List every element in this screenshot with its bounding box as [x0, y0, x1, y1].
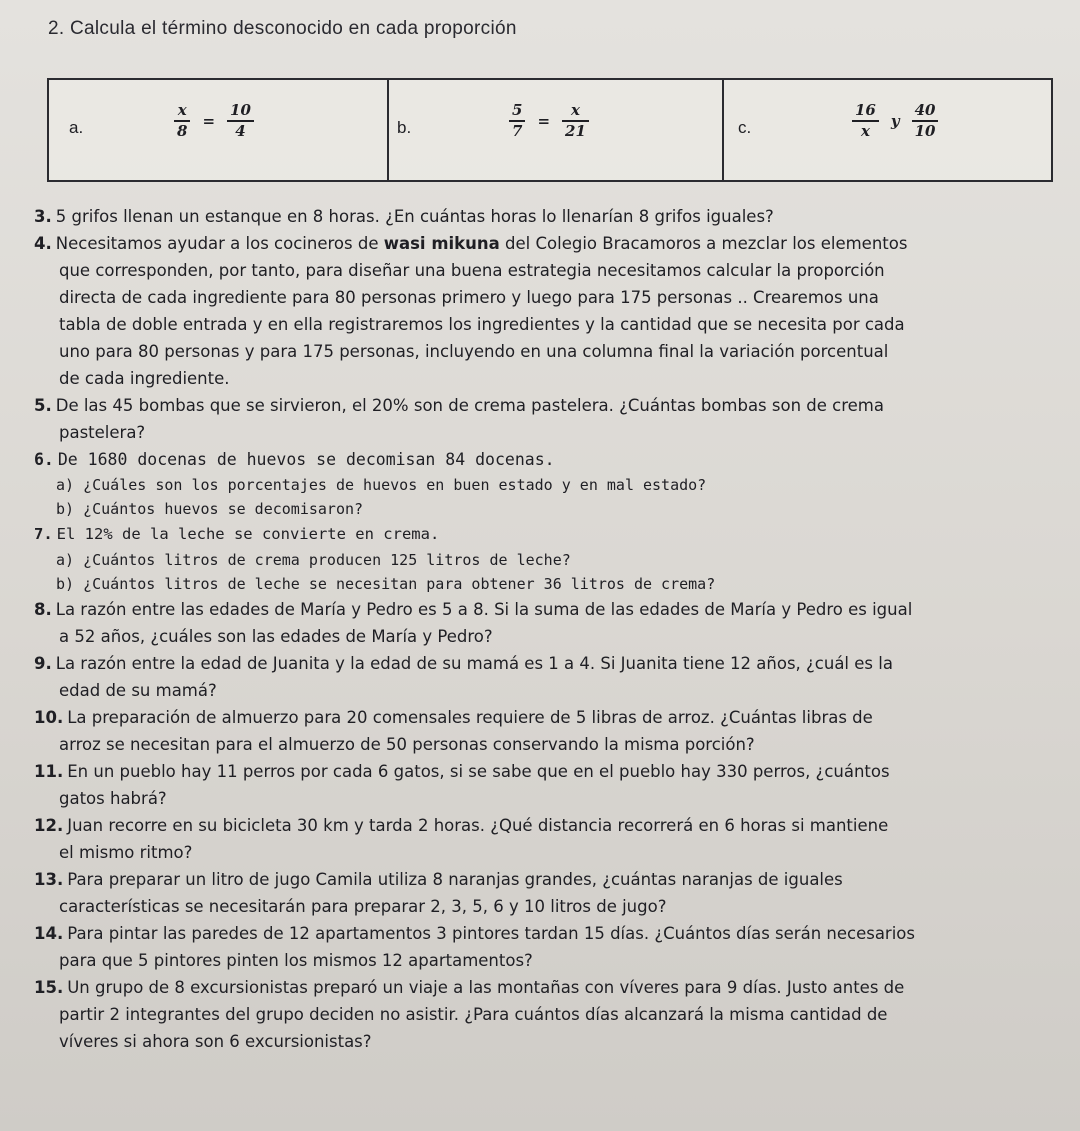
question-text: tabla de doble entrada y en ella registraremos los ingredientes y la cantidad que se necesita por cada — [59, 315, 905, 334]
question-text: edad de su mamá? — [59, 681, 217, 700]
question-number: 3. — [34, 207, 52, 226]
question-text: del Colegio Bracamoros a mezclar los elementos — [499, 234, 908, 253]
question-text: El 12% de la leche se convierte en crema. — [56, 525, 440, 543]
question-text: La preparación de almuerzo para 20 comensales requiere de 5 libras de arroz. ¿Cuántas libras de — [67, 708, 873, 727]
numerator: x — [177, 101, 187, 119]
question-3 — [34, 203, 1044, 230]
cell-letter: a. — [69, 118, 84, 137]
question-7 — [34, 521, 1044, 596]
question-number: 5. — [34, 396, 52, 415]
question-text: a 52 años, ¿cuáles son las edades de María y Pedro? — [59, 627, 493, 646]
question-text: uno para 80 personas y para 175 personas, incluyendo en una columna final la variación porcentual — [59, 342, 889, 361]
question-text: características se necesitarán para preparar 2, 3, 5, 6 y 10 litros de jugo? — [59, 897, 667, 916]
numerator: 40 — [914, 101, 936, 119]
question-text: pastelera? — [59, 423, 146, 442]
cell-letter: c. — [738, 118, 752, 137]
question-text: Necesitamos ayudar a los cocineros de — [55, 234, 384, 253]
denominator: 7 — [512, 122, 523, 140]
question-11 — [34, 758, 1044, 812]
numerator: 5 — [512, 101, 523, 119]
question-number: 15. — [34, 978, 64, 997]
question-12 — [34, 812, 1044, 866]
question-number: 11. — [34, 762, 64, 781]
question-4 — [34, 230, 1044, 392]
numerator: x — [570, 101, 580, 119]
question-number: 10. — [34, 708, 64, 727]
question-text: gatos habrá? — [59, 789, 167, 808]
question-number: 9. — [34, 654, 52, 673]
question-10 — [34, 704, 1044, 758]
proportion-cell-b — [389, 80, 724, 180]
question-14 — [34, 920, 1044, 974]
fraction-right — [227, 102, 254, 140]
question-6 — [34, 446, 1044, 521]
denominator: x — [860, 122, 870, 140]
question-text: el mismo ritmo? — [59, 843, 193, 862]
question-number: 13. — [34, 870, 64, 889]
proportion-formula — [852, 102, 938, 140]
question-text: De 1680 docenas de huevos se decomisan 84 docenas. — [57, 450, 555, 469]
question-number: 8. — [34, 600, 52, 619]
proportions-table — [47, 78, 1053, 182]
question-9 — [34, 650, 1044, 704]
question-text: La razón entre las edades de María y Pedro es 5 a 8. Si la suma de las edades de María y Pedro es igual — [55, 600, 913, 619]
proportion-cell-a — [49, 80, 389, 180]
question-text: Juan recorre en su bicicleta 30 km y tarda 2 horas. ¿Qué distancia recorrerá en 6 horas si mantiene — [67, 816, 889, 835]
question-text: para que 5 pintores pinten los mismos 12 apartamentos? — [59, 951, 533, 970]
question-text: Para preparar un litro de jugo Camila utiliza 8 naranjas grandes, ¿cuántas naranjas de iguales — [67, 870, 843, 889]
question-text: Un grupo de 8 excursionistas preparó un viaje a las montañas con víveres para 9 días. Justo antes de — [67, 978, 905, 997]
sub-question-b: b) ¿Cuántos huevos se decomisaron? — [56, 500, 364, 518]
school-name-highlight: wasi mikuna — [383, 234, 500, 253]
question-number: 7. — [34, 525, 53, 543]
question-text: arroz se necesitan para el almuerzo de 50 personas conservando la misma porción? — [59, 735, 755, 754]
question-text: 5 grifos llenan un estanque en 8 horas. ¿En cuántas horas lo llenarían 8 grifos iguales? — [55, 207, 774, 226]
denominator: 10 — [914, 122, 936, 140]
question-5 — [34, 392, 1044, 446]
question-15 — [34, 974, 1044, 1055]
denominator: 21 — [565, 122, 586, 140]
question-text: víveres si ahora son 6 excursionistas? — [59, 1032, 372, 1051]
sub-question-a: a) ¿Cuántos litros de crema producen 125 litros de leche? — [56, 551, 571, 569]
fraction-left — [509, 102, 525, 140]
denominator: 8 — [177, 122, 188, 140]
numerator: 16 — [855, 101, 876, 119]
question-8 — [34, 596, 1044, 650]
question-text: partir 2 integrantes del grupo deciden no asistir. ¿Para cuántos días alcanzará la misma cantidad de — [59, 1005, 888, 1024]
question-text: La razón entre la edad de Juanita y la edad de su mamá es 1 a 4. Si Juanita tiene 12 años, ¿cuál es la — [55, 654, 893, 673]
fraction-right — [562, 102, 589, 140]
question-number: 6. — [34, 450, 54, 469]
question-text: que corresponden, por tanto, para diseñar una buena estrategia necesitamos calcular la proporción — [59, 261, 885, 280]
question-text: De las 45 bombas que se sirvieron, el 20% son de crema pastelera. ¿Cuántas bombas son de crema — [55, 396, 884, 415]
proportion-cell-c — [724, 80, 1051, 180]
fraction-right — [912, 102, 939, 140]
question-text: Para pintar las paredes de 12 apartamentos 3 pintores tardan 15 días. ¿Cuántos días serán necesarios — [67, 924, 915, 943]
question-number: 12. — [34, 816, 64, 835]
question-text: de cada ingrediente. — [59, 369, 230, 388]
question-text: directa de cada ingrediente para 80 personas primero y luego para 175 personas .. Crearemos una — [59, 288, 879, 307]
sub-question-a: a) ¿Cuáles son los porcentajes de huevos en buen estado y en mal estado? — [56, 476, 707, 494]
question-13 — [34, 866, 1044, 920]
equals-sign: = — [202, 112, 216, 130]
proportion-formula — [174, 102, 254, 140]
question-number: 14. — [34, 924, 64, 943]
proportion-formula — [509, 102, 589, 140]
denominator: 4 — [235, 122, 246, 140]
question-text: En un pueblo hay 11 perros por cada 6 gatos, si se sabe que en el pueblo hay 330 perros, ¿cuántos — [67, 762, 890, 781]
exercise-2-heading: 2. Calcula el término desconocido en cada proporción — [48, 18, 517, 39]
cell-letter: b. — [397, 118, 412, 137]
fraction-left — [852, 102, 879, 140]
numerator: 10 — [230, 101, 251, 119]
fraction-left — [174, 102, 190, 140]
question-number: 4. — [34, 234, 52, 253]
equals-sign: = — [537, 112, 551, 130]
connector-word: y — [890, 112, 900, 130]
sub-question-b: b) ¿Cuántos litros de leche se necesitan para obtener 36 litros de crema? — [56, 575, 716, 593]
questions-list — [34, 203, 1044, 1055]
